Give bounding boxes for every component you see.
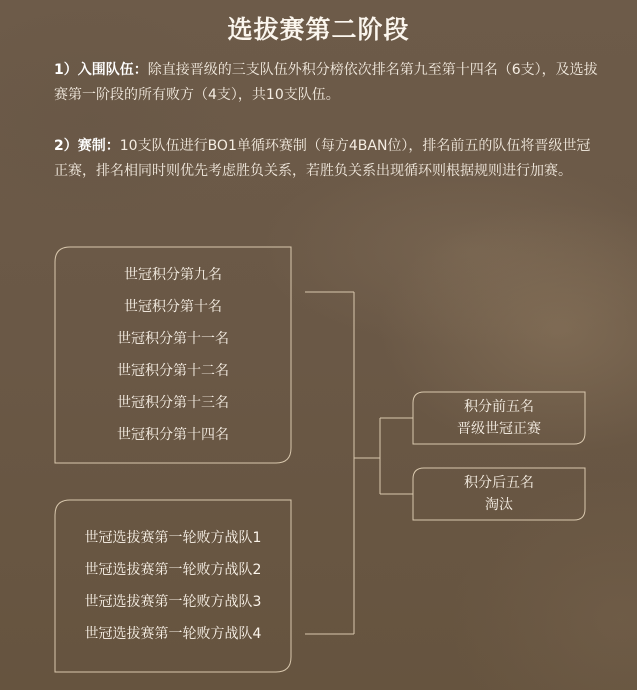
group1-item: 世冠积分第九名 xyxy=(124,267,222,283)
group1-item: 世冠积分第十三名 xyxy=(117,395,229,411)
result-eliminated-line1: 积分后五名 xyxy=(464,475,534,491)
group2-list xyxy=(55,522,291,650)
group1-item: 世冠积分第十二名 xyxy=(117,363,229,379)
page-title: 选拔赛第二阶段 xyxy=(227,15,410,44)
section-participants-text: 除直接晋级的三支队伍外积分榜依次排名第九至第十四名（6支），及选拔赛第一阶段的所有败方（4支），共10支队伍。 xyxy=(54,62,598,103)
group1-item: 世冠积分第十一名 xyxy=(117,331,229,347)
group1-list xyxy=(55,259,291,451)
group2-item: 世冠选拔赛第一轮败方战队2 xyxy=(84,562,262,578)
result-eliminated xyxy=(413,468,585,520)
group1-item: 世冠积分第十名 xyxy=(124,299,222,315)
section-format-text: 10支队伍进行BO1单循环赛制（每方4BAN位），排名前五的队伍将晋级世冠正赛，排名相同时则优先考虑胜负关系，若胜负关系出现循环则根据规则进行加赛。 xyxy=(54,138,591,179)
group1-item: 世冠积分第十四名 xyxy=(117,427,229,443)
result-eliminated-line2: 淘汰 xyxy=(485,497,513,513)
group2-item: 世冠选拔赛第一轮败方战队1 xyxy=(84,530,262,546)
result-advance xyxy=(413,392,585,444)
result-advance-line2: 晋级世冠正赛 xyxy=(457,421,541,437)
result-advance-line1: 积分前五名 xyxy=(464,399,534,415)
section-format-label: 2）赛制： xyxy=(54,138,120,154)
section-participants-label: 1）入围队伍： xyxy=(54,62,148,78)
group2-item: 世冠选拔赛第一轮败方战队4 xyxy=(84,626,262,642)
group2-item: 世冠选拔赛第一轮败方战队3 xyxy=(84,594,262,610)
